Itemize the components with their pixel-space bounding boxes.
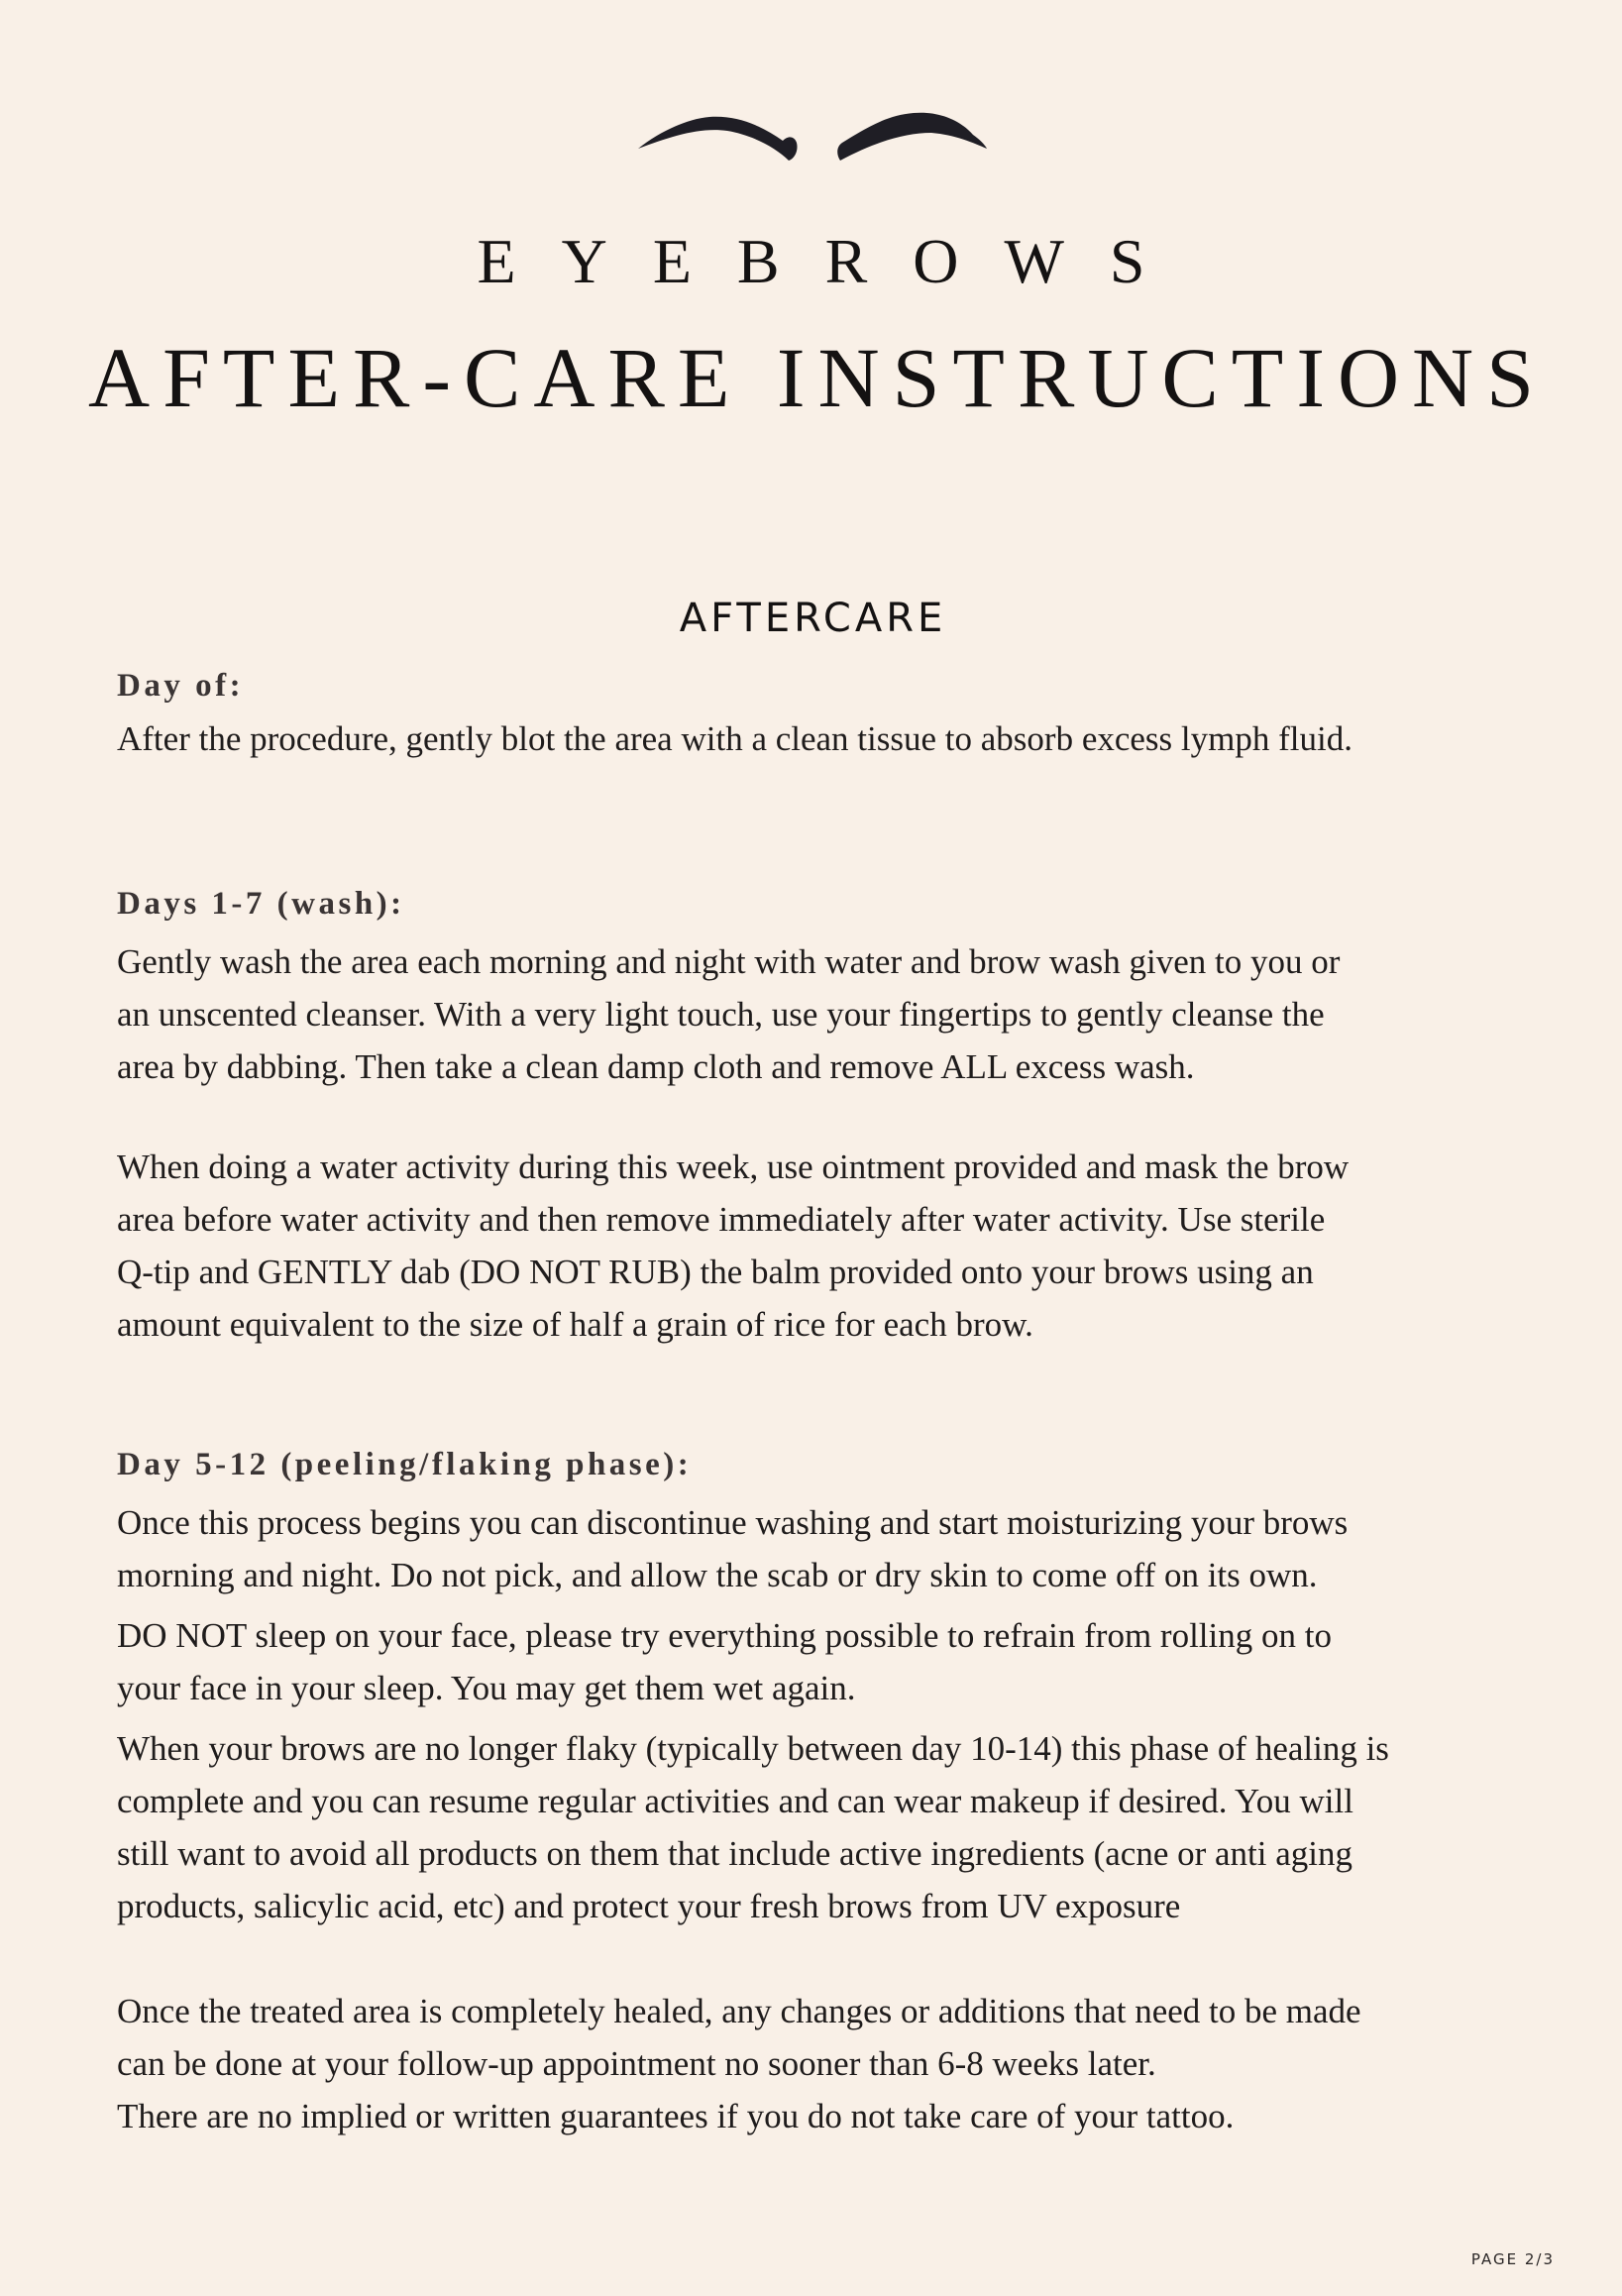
day-of-heading: Day of: — [117, 668, 245, 704]
text-line: When your brows are no longer flaky (typically between day 10-14) this phase of healing is — [117, 1729, 1389, 1768]
header-kicker: EYEBROWS — [477, 226, 1191, 296]
day-5-12-heading: Day 5-12 (peeling/flaking phase): — [117, 1447, 693, 1482]
text-line: still want to avoid all products on them that include active ingredients (acne or anti aging — [117, 1834, 1353, 1873]
text-line: products, salicylic acid, etc) and protect your fresh brows from UV exposure — [117, 1887, 1181, 1925]
text-line: Gently wash the area each morning and night with water and brow wash given to you or — [117, 942, 1341, 981]
text-line: Once the treated area is completely healed, any changes or additions that need to be made — [117, 1992, 1361, 2030]
text-line: Q-tip and GENTLY dab (DO NOT RUB) the balm provided onto your brows using an — [117, 1253, 1314, 1291]
text-line: area before water activity and then remove immediately after water activity. Use sterile — [117, 1200, 1326, 1239]
text-line: complete and you can resume regular activities and can wear makeup if desired. You will — [117, 1782, 1353, 1820]
days-1-7-heading: Days 1-7 (wash): — [117, 886, 405, 922]
eyebrows-icon — [624, 99, 1001, 178]
section-title: AFTERCARE — [679, 596, 947, 641]
left-eyebrow — [638, 117, 798, 161]
water-activity-paragraph — [117, 1141, 1504, 1351]
text-line: Once this process begins you can discontinue washing and start moisturizing your brows — [117, 1503, 1349, 1542]
text-line: your face in your sleep. You may get them wet again. — [117, 1669, 856, 1707]
wash-paragraph — [117, 935, 1504, 1093]
text-line: amount equivalent to the size of half a grain of rice for each brow. — [117, 1305, 1033, 1344]
text-line: After the procedure, gently blot the area with a clean tissue to absorb excess lymph fluid. — [117, 719, 1352, 758]
text-line: There are no implied or written guarantees if you do not take care of your tattoo. — [117, 2097, 1235, 2135]
closing-paragraph — [117, 1985, 1504, 2142]
page-number: PAGE 2/3 — [1470, 2250, 1555, 2268]
page-title: AFTER-CARE INSTRUCTIONS — [87, 330, 1547, 425]
healing-complete-paragraph — [117, 1722, 1504, 1932]
text-line: morning and night. Do not pick, and allow the scab or dry skin to come off on its own. — [117, 1556, 1318, 1594]
aftercare-content — [117, 660, 1504, 2142]
right-eyebrow — [837, 113, 987, 161]
text-line: can be done at your follow-up appointment no sooner than 6-8 weeks later. — [117, 2044, 1156, 2083]
text-line: DO NOT sleep on your face, please try everything possible to refrain from rolling on to — [117, 1616, 1332, 1655]
day-of-text — [117, 712, 1504, 765]
text-line: an unscented cleanser. With a very light touch, use your fingertips to gently cleanse the — [117, 995, 1325, 1034]
sleep-paragraph — [117, 1609, 1504, 1714]
moisturize-paragraph — [117, 1496, 1504, 1601]
text-line: When doing a water activity during this week, use ointment provided and mask the brow — [117, 1148, 1350, 1186]
text-line: area by dabbing. Then take a clean damp cloth and remove ALL excess wash. — [117, 1047, 1195, 1086]
